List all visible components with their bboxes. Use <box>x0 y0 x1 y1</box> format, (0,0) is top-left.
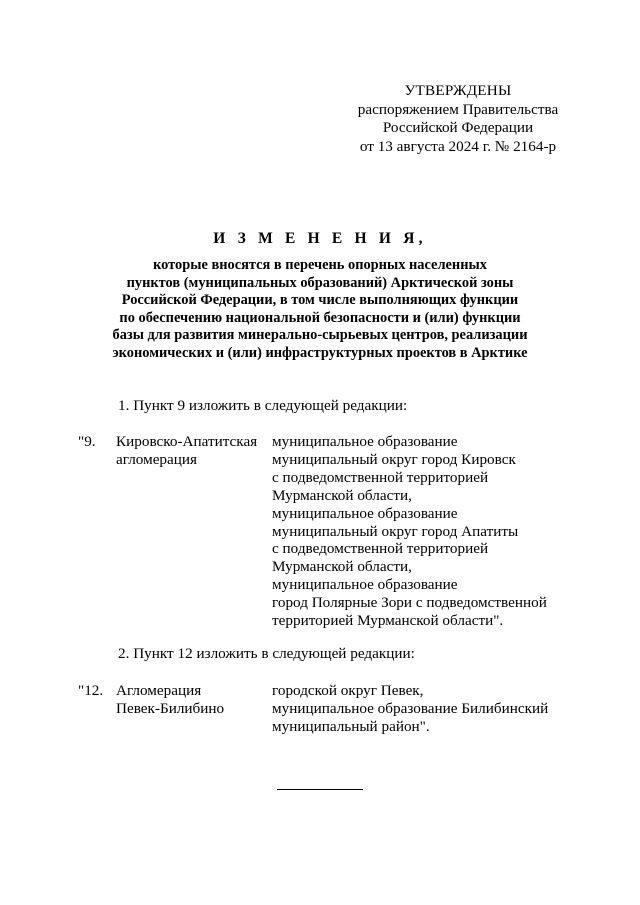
document-heading <box>60 230 580 363</box>
clause-2-text: 2. Пункт 12 изложить в следующей редакции: <box>118 645 415 662</box>
item-description <box>272 433 572 630</box>
description-line: город Полярные Зори с подведомственной <box>272 594 547 612</box>
description-line: с подведомственной территорией <box>272 468 489 486</box>
description-line: муниципальный район". <box>272 717 430 735</box>
item-number: "12. <box>78 682 104 699</box>
heading-subtitle-line: базы для развития минерально-сырьевых центров, реализации <box>112 327 528 344</box>
heading-subtitle-line: пунктов (муниципальных образований) Арктической зоны <box>126 274 514 291</box>
description-line: муниципальное образование Билибинский <box>272 699 549 717</box>
description-line: муниципальное образование <box>272 576 458 594</box>
description-line: территорией Мурманской области". <box>272 612 504 630</box>
description-line: городской округ Певек, <box>272 682 424 699</box>
approval-line-1: распоряжением Правительства <box>357 100 559 118</box>
description-line: Мурманской области, <box>272 558 412 576</box>
approval-line-3: от 13 августа 2024 г. № 2164-р <box>359 137 557 155</box>
approval-block <box>346 82 570 156</box>
item-name: Агломерация Певек-Билибино <box>116 682 225 717</box>
description-line: муниципальный округ город Кировск <box>272 450 516 468</box>
description-line: муниципальное образование <box>272 504 458 522</box>
description-line: с подведомственной территорией <box>272 540 489 558</box>
item-name: Кировско-Апатитская агломерация <box>116 433 258 468</box>
clause-1-text: 1. Пункт 9 изложить в следующей редакции: <box>118 397 408 414</box>
description-line: муниципальное образование <box>272 433 458 450</box>
heading-subtitle-line: которые вносятся в перечень опорных населенных <box>153 257 487 273</box>
approval-line-2: Российской Федерации <box>382 119 534 136</box>
heading-subtitle-line: экономических и (или) инфраструктурных проектов в Арктике <box>112 344 528 361</box>
heading-subtitle-line: Российской Федерации, в том числе выполняющих функции <box>121 292 519 309</box>
heading-subtitle-line: по обеспечению национальной безопасности и (или) функции <box>119 309 521 326</box>
approval-title: УТВЕРЖДЕНЫ <box>404 82 512 99</box>
description-line: муниципальный округ город Апатиты <box>272 522 519 540</box>
closing-rule <box>277 789 363 790</box>
item-number: "9. <box>78 433 96 450</box>
item-description <box>272 682 572 736</box>
heading-title: И З М Е Н Е Н И Я, <box>213 230 427 247</box>
description-line: Мурманской области, <box>272 486 412 504</box>
